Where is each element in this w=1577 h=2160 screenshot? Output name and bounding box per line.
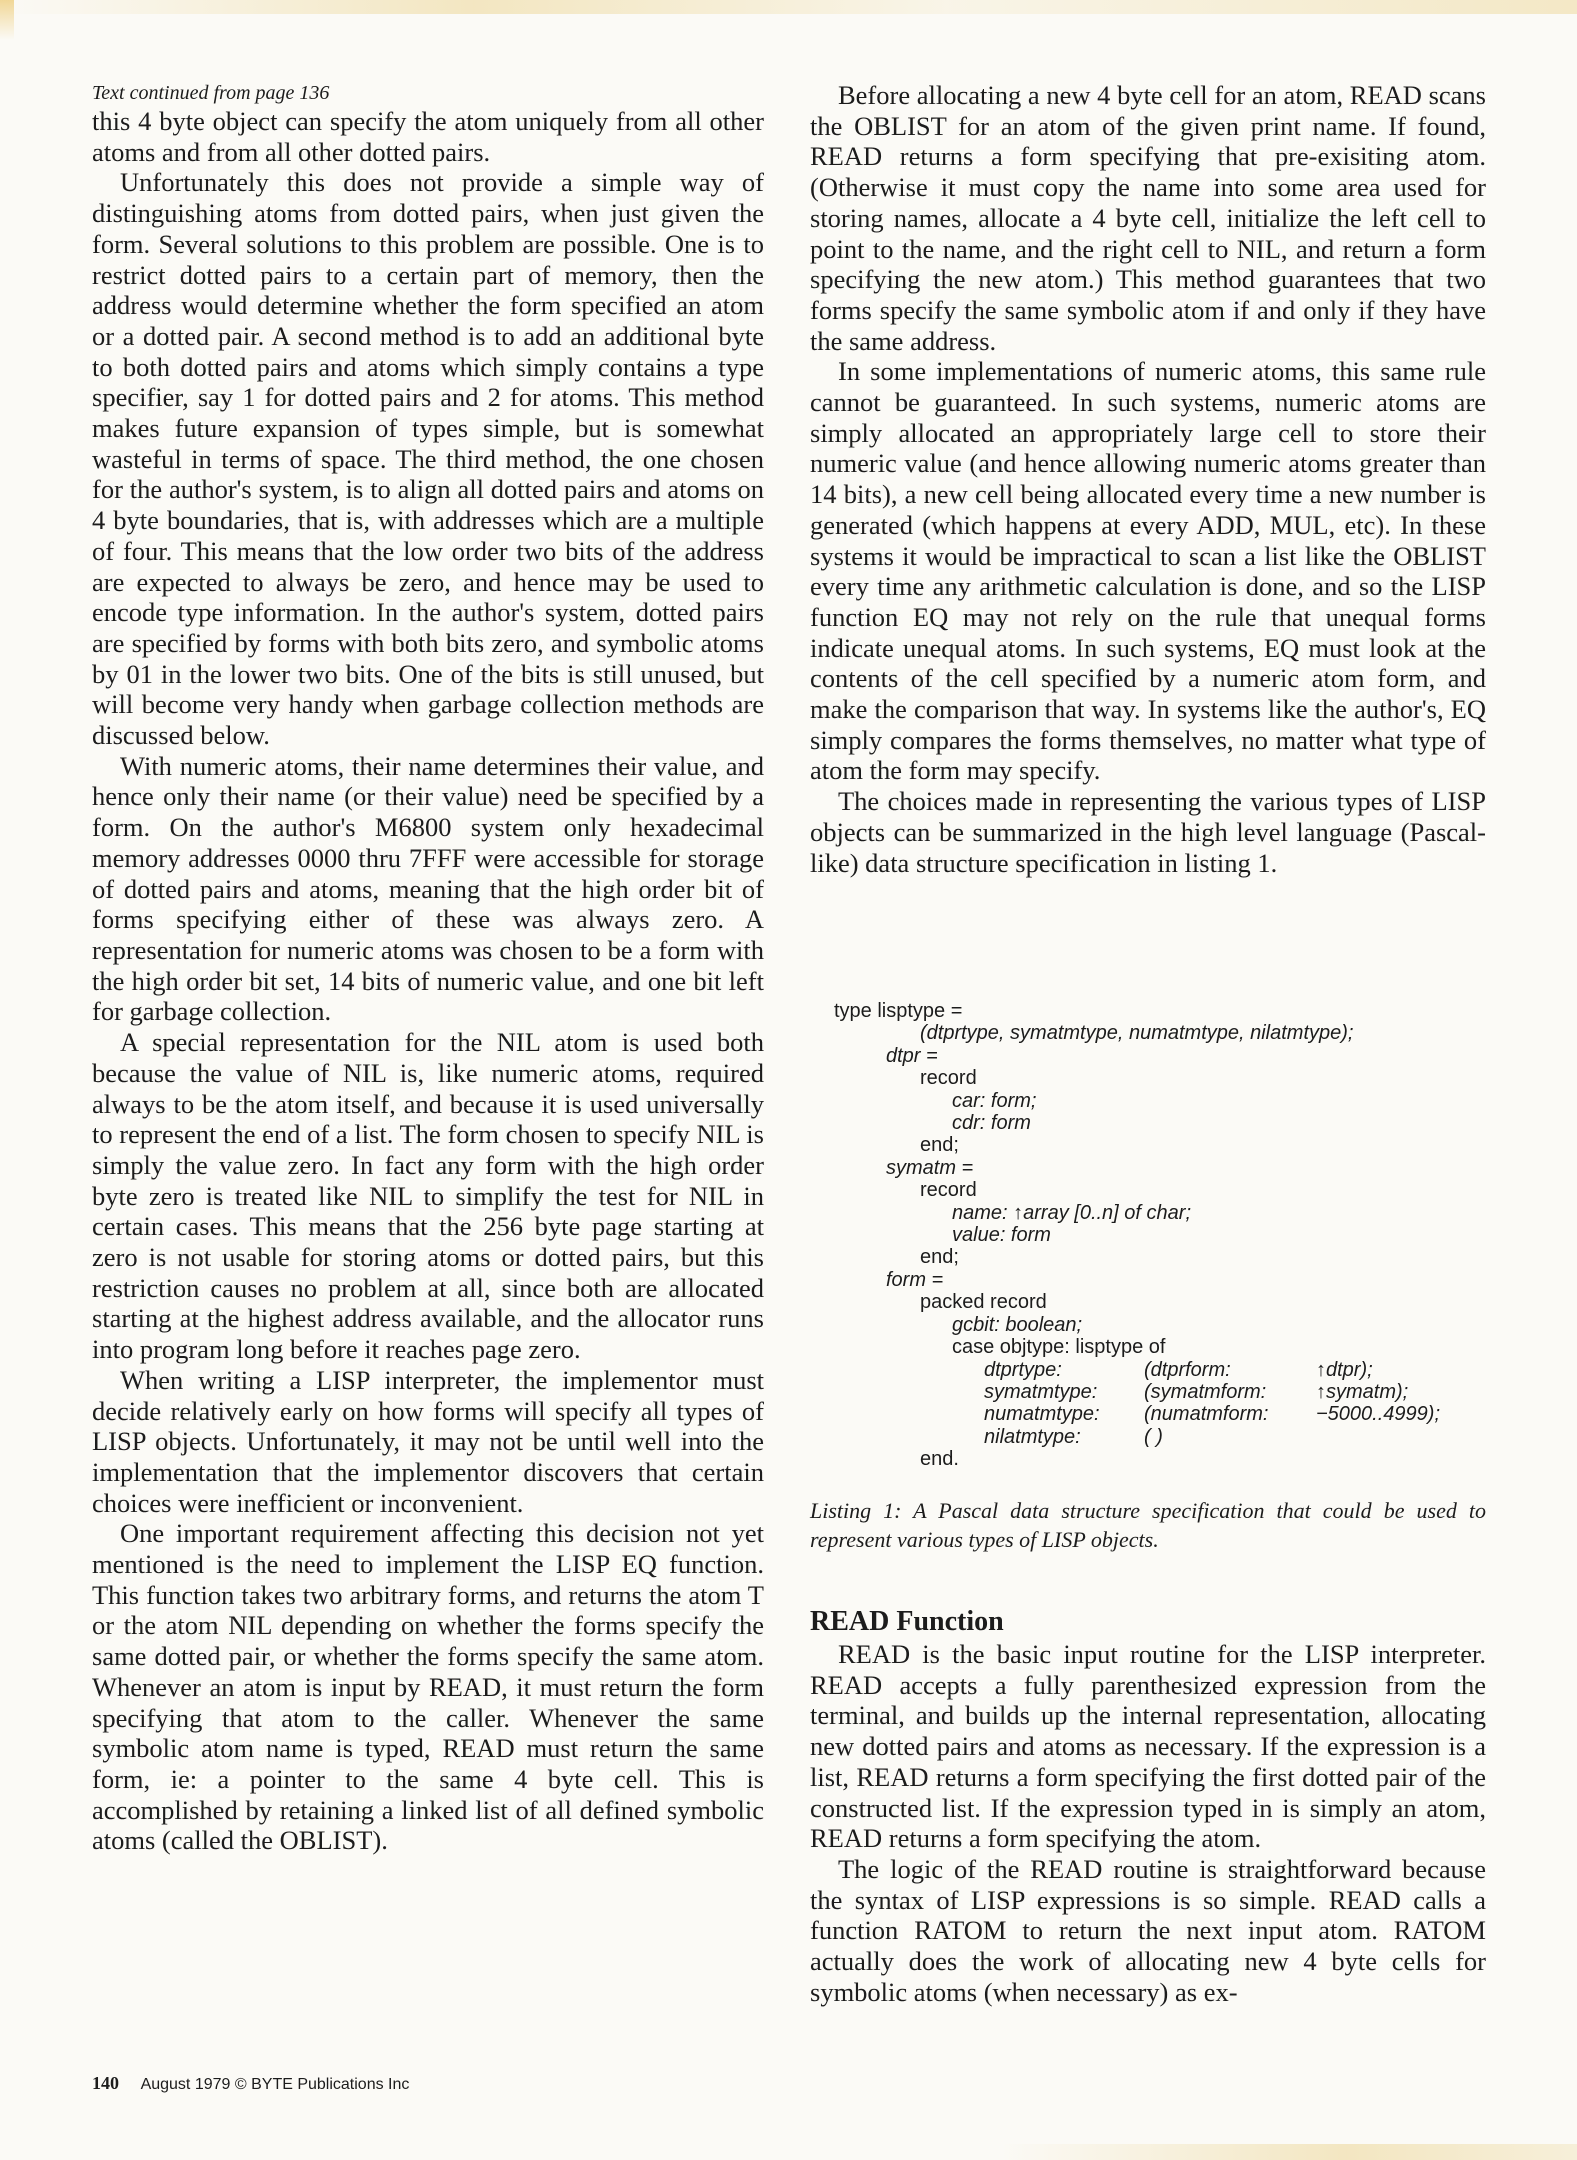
listing-cell: ↑dtpr); [1316, 1358, 1373, 1381]
listing-cell: dtprtype: [984, 1358, 1062, 1381]
paragraph: With numeric atoms, their name determines their value, and hence only their name (or their value) need be specified by a form. On the author's M6800 system only hexadecimal memory addresses 0000 thru 7FFF were accessible for storage of dotted pairs and atoms, meaning that the high order bit of forms specifying either of these was always zero. A representation for numeric atoms was chosen to be a form with the high order bit set, 14 bits of numeric value, and one bit left for garbage collection. [92, 750, 764, 1027]
listing-cell: numatmtype: [984, 1403, 1100, 1426]
listing-line: dtpr = [886, 1044, 938, 1067]
paragraph: In some implementations of numeric atoms, this same rule cannot be guaranteed. In such systems, numeric atoms are simply allocated an appropriately large cell to store their numeric value (and hence allowing numeric atoms greater than 14 bits), a new cell being allocated every time a new number is generated (which happens at every ADD, MUL, etc). In these systems it would be impractical to scan a list like the OBLIST every time any arithmetic calculation is done, and so the LISP function EQ may not rely on the rule that unequal forms indicate unequal atoms. In such systems, EQ must look at the contents of the cell specified by a numeric atom form, and make the comparison that way. In systems like the author's, EQ simply compares the forms themselves, no matter what type of atom the form may specify. [810, 356, 1486, 786]
listing-cell: ( ) [1144, 1425, 1163, 1448]
listing-line: packed record [920, 1291, 1047, 1314]
read-section-body [810, 1639, 1486, 2007]
listing-line: end; [920, 1246, 959, 1269]
listing-line: case objtype: lisptype of [952, 1336, 1166, 1359]
listing-line: symatm = [886, 1156, 974, 1179]
page-number: 140 [92, 2073, 119, 2093]
paragraph: When writing a LISP interpreter, the implementor must decide relatively early on how forms will specify all types of LISP objects. Unfortunately, it may not be until well into the implementation that the implementor discovers that certain choices were inefficient or inconvenient. [92, 1364, 764, 1518]
listing-line: record [920, 1179, 977, 1202]
listing-cell: (dtprform: [1144, 1358, 1231, 1381]
listing-line: value: form [952, 1224, 1051, 1247]
listing-cell: symatmtype: [984, 1380, 1098, 1403]
scan-edge-top [0, 0, 1577, 14]
listing-caption: Listing 1: A Pascal data structure specification that could be used to represent various types of LISP objects. [810, 1498, 1486, 1552]
paragraph: READ is the basic input routine for the LISP interpreter. READ accepts a fully parenthesized expression from the terminal, and builds up the internal representation, allocating new dotted pairs and atoms as necessary. If the expression is a list, READ returns a form specifying the first dotted pair of the constructed list. If the expression typed in is simply an atom, READ returns a form specifying the atom. [810, 1639, 1486, 1854]
page-footer [92, 2073, 409, 2094]
listing-line: name: ↑array [0..n] of char; [952, 1201, 1191, 1224]
section-heading: READ Function [810, 1606, 1004, 1637]
listing-line: car: form; [952, 1089, 1037, 1112]
right-column [810, 80, 1486, 878]
listing-line: type lisptype = [834, 1000, 963, 1022]
listing-line: (dtprtype, symatmtype, numatmtype, nilatmtype); [920, 1022, 1354, 1045]
listing-cell: ↑symatm); [1316, 1380, 1409, 1403]
paragraph: A special representation for the NIL atom is used both because the value of NIL is, like numeric atoms, required always to be the atom itself, and because it is used universally to represent the end of a list. The form chosen to specify NIL is simply the value zero. In fact any form with the high order byte zero is treated like NIL to simplify the test for NIL in certain cases. This means that the 256 byte page starting at zero is not usable for storing atoms or dotted pairs, but this restriction causes no problem at all, since both are allocated starting at the highest address available, and the allocator runs into program long before it reaches page zero. [92, 1027, 764, 1365]
listing-case-row [834, 1403, 1494, 1425]
scan-edge-mark [0, 0, 14, 40]
paragraph: The choices made in representing the various types of LISP objects can be summarized in the high level language (Pascal-like) data structure specification in listing 1. [810, 786, 1486, 878]
listing-case-row [834, 1381, 1494, 1403]
paragraph: One important requirement affecting this decision not yet mentioned is the need to implement the LISP EQ function. This function takes two arbitrary forms, and returns the atom T or the atom NIL depending on whether the forms specify the same dotted pair, or whether the forms specify the same atom. Whenever an atom is input by READ, it must return the form specifying that atom to the caller. Whenever the same symbolic atom name is typed, READ must return the same form, ie: a pointer to the same 4 byte cell. This is accomplished by retaining a linked list of all defined symbolic atoms (called the OBLIST). [92, 1518, 764, 1856]
listing-line: gcbit: boolean; [952, 1313, 1083, 1336]
code-listing [834, 1000, 1494, 1471]
listing-line: cdr: form [952, 1112, 1031, 1135]
listing-line: end; [920, 1134, 959, 1157]
listing-line: form = [886, 1268, 944, 1291]
paragraph: The logic of the READ routine is straightforward because the syntax of LISP expressions is so simple. READ calls a function RATOM to return the next input atom. RATOM actually does the work of allocating new 4 byte cells for symbolic atoms (when necessary) as ex- [810, 1853, 1486, 2007]
left-column [92, 80, 764, 1856]
paragraph: Before allocating a new 4 byte cell for an atom, READ scans the OBLIST for an atom of the given print name. If found, READ returns a form specifying that pre-exisiting atom. (Otherwise it must copy the name into some area used for storing names, allocate a 4 byte cell, initialize the left cell to point to the name, and the right cell to NIL, and return a form specifying the new atom.) This method guarantees that two forms specify the same symbolic atom if and only if they have the same address. [810, 80, 1486, 356]
listing-line: end. [920, 1448, 959, 1471]
publication-line: August 1979 © BYTE Publications Inc [140, 2076, 410, 2093]
paragraph: this 4 byte object can specify the atom uniquely from all other atoms and from all other dotted pairs. [92, 106, 764, 167]
listing-case-row [834, 1359, 1494, 1381]
scan-edge-bottom [1000, 2144, 1577, 2160]
listing-cell: −5000..4999); [1316, 1403, 1440, 1426]
paragraph: Unfortunately this does not provide a simple way of distinguishing atoms from dotted pairs, when just given the form. Several solutions to this problem are possible. One is to restrict dotted pairs to a certain part of memory, then the address would determine whether the form specified an atom or a dotted pair. A second method is to add an additional byte to both dotted pairs and atoms which simply contains a type specifier, say 1 for dotted pairs and 2 for atoms. This method makes future expansion of types simple, but is somewhat wasteful in terms of space. The third method, the one chosen for the author's system, is to align all dotted pairs and atoms on 4 byte boundaries, that is, with addresses which are a multiple of four. This means that the low order two bits of the address are expected to always be zero, and hence may be used to encode type information. In the author's system, dotted pairs are specified by forms with both bits zero, and symbolic atoms by 01 in the lower two bits. One of the bits is still unused, but will become very handy when garbage collection methods are discussed below. [92, 167, 764, 751]
listing-cell: nilatmtype: [984, 1425, 1081, 1448]
listing-cell: (numatmform: [1144, 1403, 1269, 1426]
listing-case-row [834, 1426, 1494, 1448]
continued-note: Text continued from page 136 [92, 82, 330, 104]
listing-cell: (symatmform: [1144, 1380, 1267, 1403]
listing-line: record [920, 1067, 977, 1090]
